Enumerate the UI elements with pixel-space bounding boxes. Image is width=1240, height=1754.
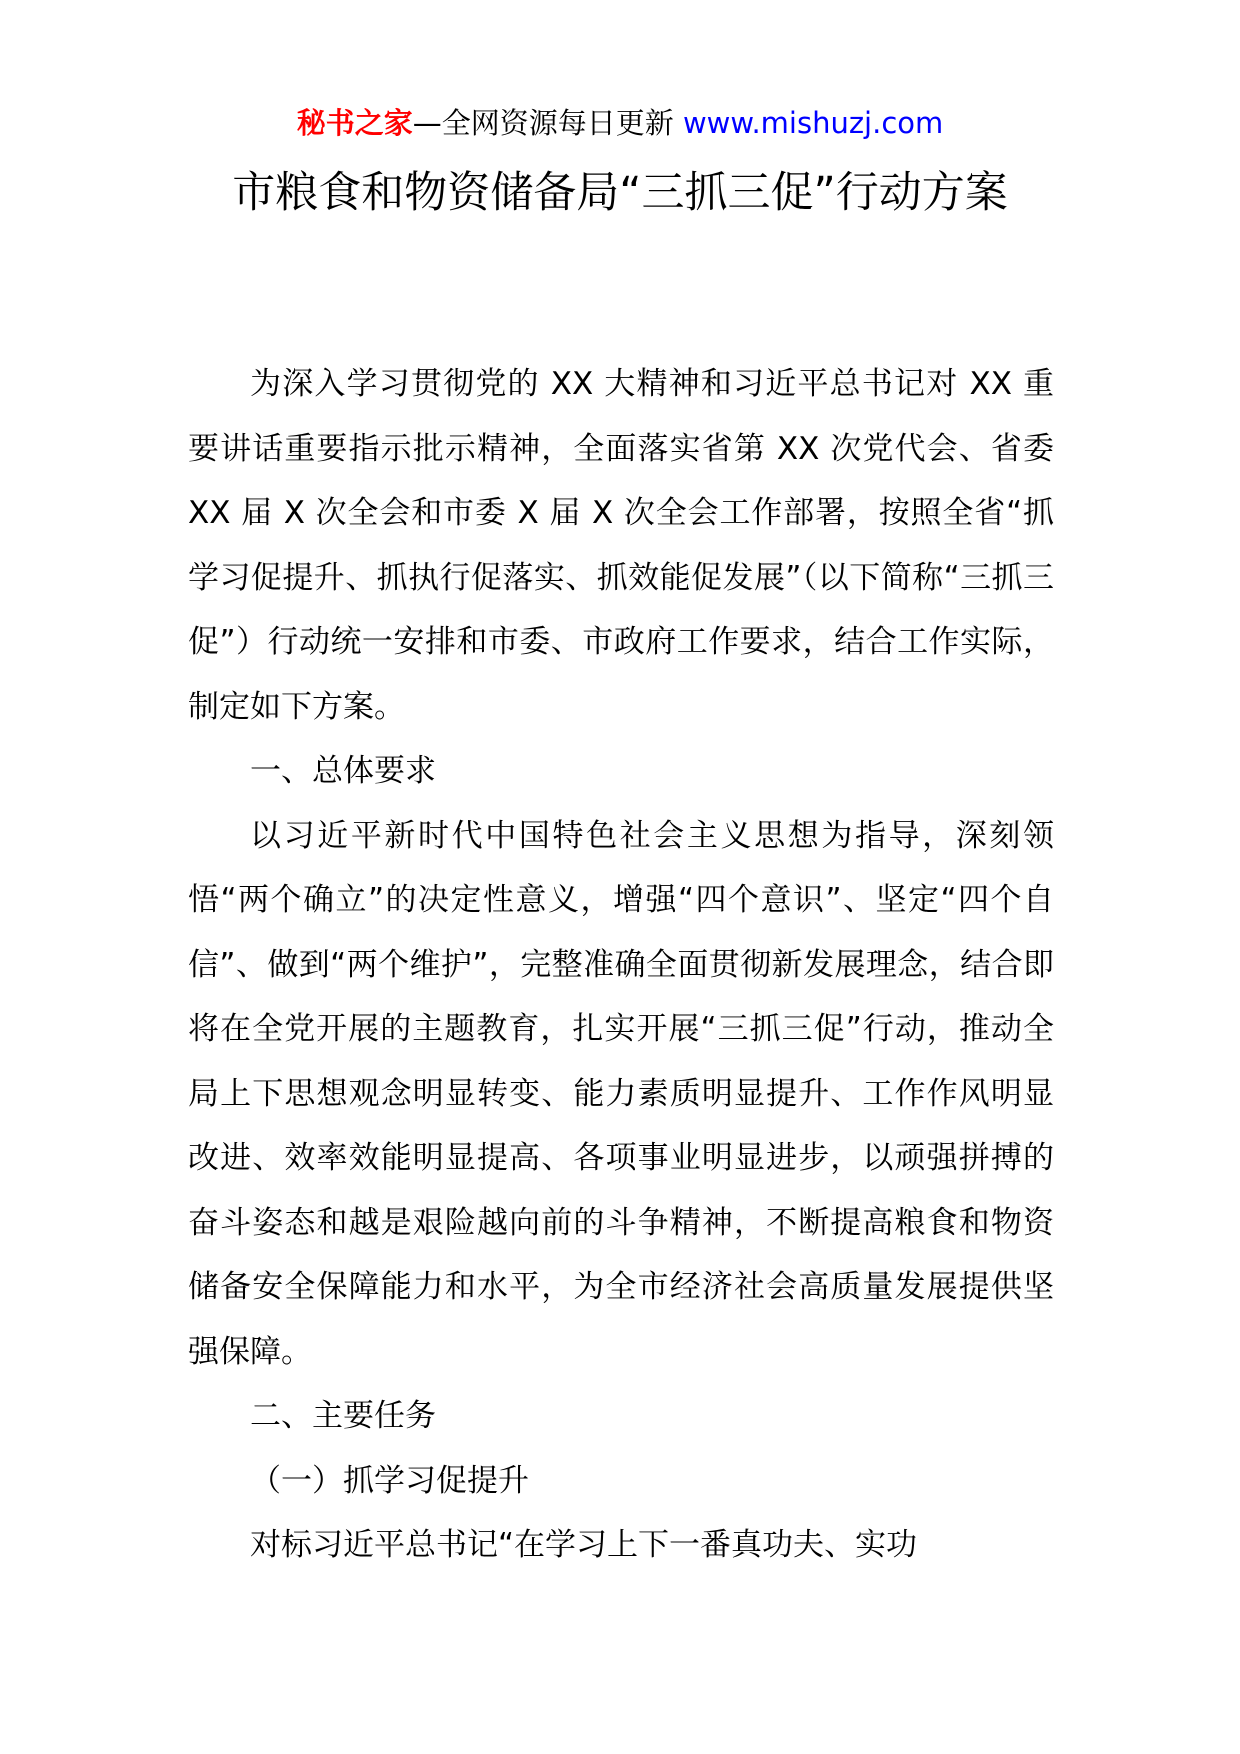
section-heading-1: 一、总体要求 [250,753,436,789]
body-paragraph: 以习近平新时代中国特色社会主义思想为指导，深刻领悟“两个确立”的决定性意义，增强“四个意识”、坚定“四个自信”、做到“两个维护”，完整准确全面贯彻新发展理念，结合即将在全党开展的主题教育，扎实开展“三抓三促”行动，推动全局上下思想观念明显转变、能力素质明显提升、工作作风明显改进、效率效能明显提高、各项事业明显进步，以顽强拼搏的奋斗姿态和越是艰险越向前的斗争精神，不断提高粮食和物资储备安全保障能力和水平，为全市经济社会高质量发展提供坚强保障。 [188,817,1054,1370]
document-title: 市粮食和物资储备局“三抓三促”行动方案 [232,168,1008,218]
body-paragraph: 对标习近平总书记“在学习上下一番真功夫、实功 [250,1527,918,1563]
site-url-link[interactable]: www.mishuzj.com [682,106,944,140]
subsection-heading-1: （一）抓学习促提升 [250,1462,529,1499]
brand-name: 秘书之家 [296,106,413,140]
intro-paragraph: 为深入学习贯彻党的 XX 大精神和习近平总书记对 XX 重要讲话重要指示批示精神，全面落实省第 XX 次党代会、省委 XX 届 X 次全会和市委 X 届 X 次全会工作部署，按照全省“抓学习促提升、抓执行促落实、抓效能促发展”（以下简称“三抓三促”）行动统一安排和市委、市政府工作要求，结合工作实际，制定如下方案。 [188,366,1054,725]
site-header [0,100,1240,146]
section-heading-2: 二、主要任务 [250,1398,436,1434]
document-body [188,352,1054,1578]
header-slogan: —全网资源每日更新 [412,106,674,140]
